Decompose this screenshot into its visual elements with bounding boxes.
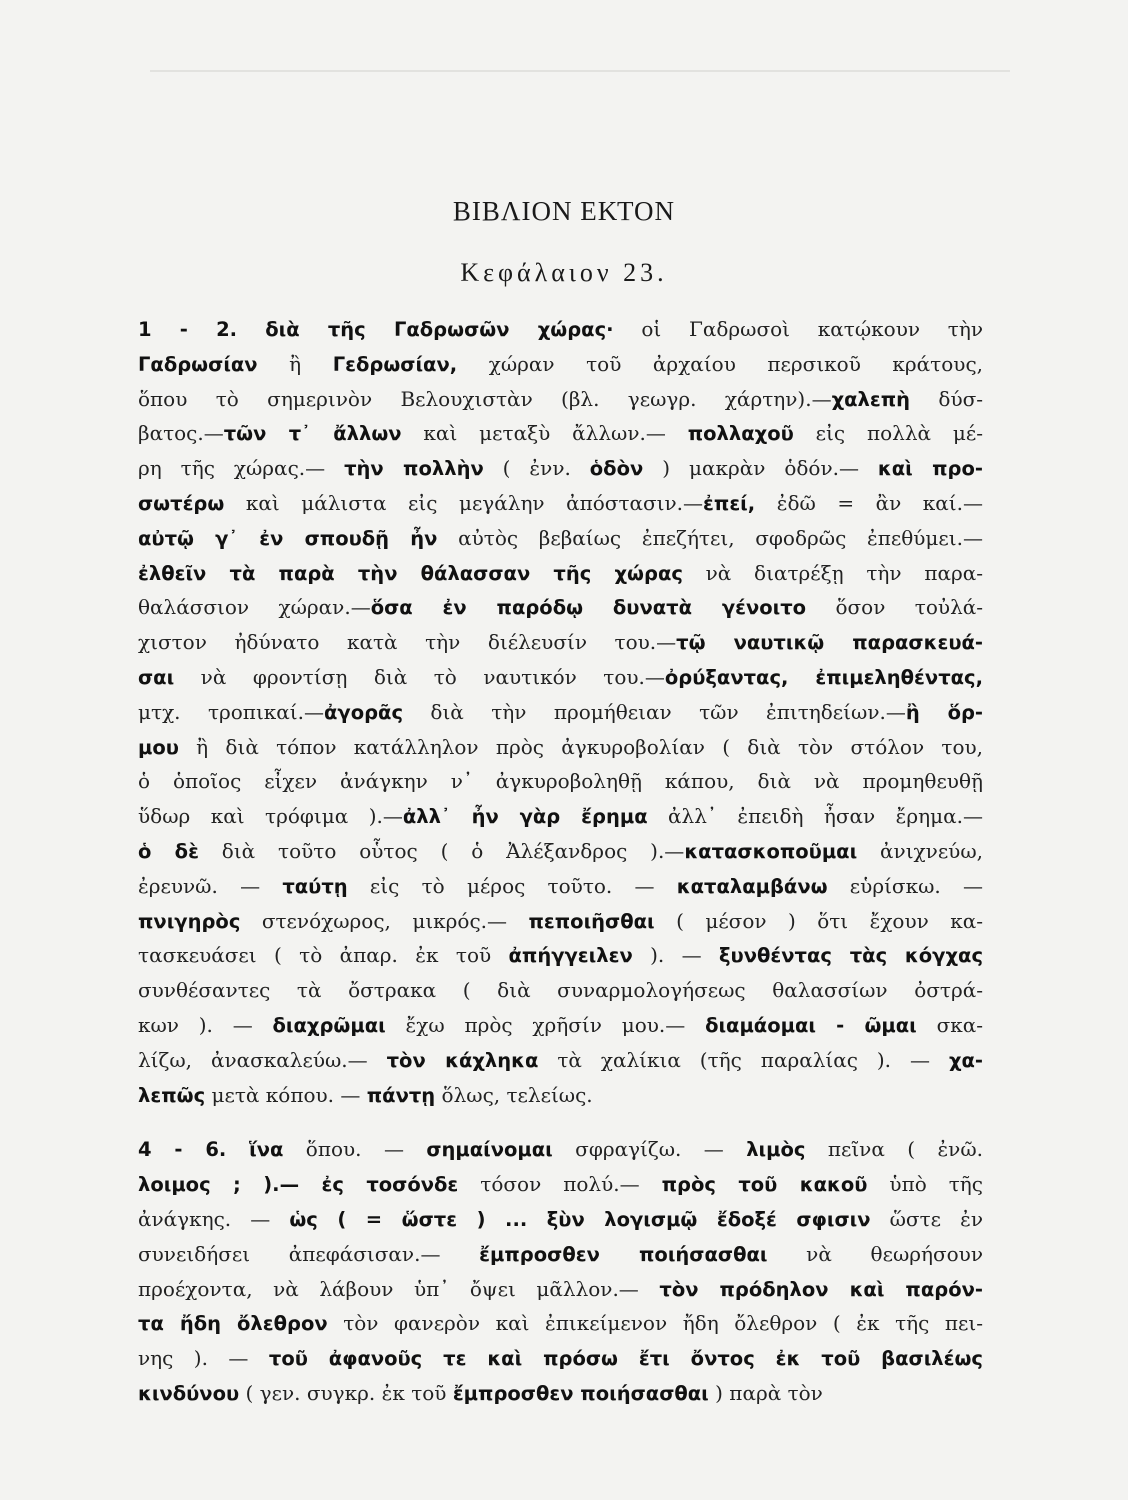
text-line xyxy=(138,1043,983,1078)
gloss-text: εἰς πολλὰ μέ- xyxy=(793,421,983,446)
gloss-text: ὥστε ἐν xyxy=(870,1206,983,1231)
chapter-title: Κεφάλαιον 23. xyxy=(460,258,668,287)
gloss-text: νὰ φροντίσῃ διὰ τὸ ναυτικόν του.— xyxy=(174,664,665,689)
lemma-term: πρὸς τοῦ κακοῦ xyxy=(661,1173,868,1197)
lemma-term: Γεδρωσίαν, xyxy=(332,352,458,376)
lemma-term: τὸν πρόδηλον καὶ παρόν- xyxy=(659,1277,983,1301)
lemma-term: σημαίνομαι xyxy=(426,1138,553,1162)
lemma-term: αὐτῷ γ᾽ ἐν σπουδῇ ἦν xyxy=(138,526,438,550)
lemma-term: τοῦ ἀφανοῦς τε καὶ πρόσω ἔτι ὄντος ἐκ τοῦ βασιλέως xyxy=(268,1347,983,1371)
gloss-text: σκα- xyxy=(916,1012,983,1037)
text-line xyxy=(138,1167,983,1202)
lemma-term: διαχρῶμαι xyxy=(272,1013,386,1037)
lemma-term: ἐλθεῖν τὰ παρὰ τὴν θάλασσαν τῆς χώρας xyxy=(138,561,683,585)
gloss-text: ἀλλ᾽ ἐπειδὴ ἦσαν ἔρημα.— xyxy=(647,804,983,829)
lemma-term: ξυνθέντας τὰς κόγχας xyxy=(719,944,983,968)
gloss-text: κων ). — xyxy=(138,1012,273,1037)
lemma-term: ὁ δὲ xyxy=(138,839,199,863)
text-line xyxy=(138,521,983,556)
gloss-text: ρη τῆς χώρας.— xyxy=(138,456,345,481)
lemma-term: σαι xyxy=(138,665,175,689)
commentary-text xyxy=(138,312,983,1411)
gloss-text: τασκευάσει ( τὸ ἀπαρ. ἐκ τοῦ xyxy=(138,943,509,968)
lemma-term: ὅσα ἐν παρόδῳ δυνατὰ γένοιτο xyxy=(370,596,807,620)
gloss-text: νὰ θεωρήσουν xyxy=(767,1241,983,1266)
gloss-text: αὐτὸς βεβαίως ἐπεζήτει, σφοδρῶς ἐπεθύμει.— xyxy=(437,525,983,550)
gloss-text: θαλάσσιον χώραν.— xyxy=(138,595,371,620)
text-line xyxy=(138,1078,983,1113)
gloss-text: ἐρευνῶ. — xyxy=(138,873,283,898)
lemma-term: Γαδρωσίαν xyxy=(138,352,258,376)
text-line xyxy=(138,590,983,625)
gloss-text: ἢ xyxy=(257,351,333,376)
gloss-text: διὰ τὴν προμήθειαν τῶν ἐπιτηδείων.— xyxy=(403,699,906,724)
text-line xyxy=(138,312,983,347)
text-line xyxy=(138,1306,983,1341)
text-line xyxy=(138,730,983,765)
gloss-text: προέχοντα, νὰ λάβουν ὑπ᾽ ὄψει μᾶλλον.— xyxy=(138,1276,660,1301)
gloss-text: στενόχωρος, μικρός.— xyxy=(240,908,529,933)
lemma-term: ταύτῃ xyxy=(282,874,348,898)
text-line xyxy=(138,556,983,591)
text-line xyxy=(138,938,983,973)
gloss-text: ). — xyxy=(632,943,720,968)
lemma-term: λεπῶς xyxy=(138,1083,206,1107)
gloss-text: τὸν φανερὸν καὶ ἐπικείμενον ἤδη ὄλεθρον ( ἐκ τῆς πει- xyxy=(327,1311,983,1336)
gloss-text: ἔχω πρὸς χρῆσίν μου.— xyxy=(385,1012,706,1037)
text-line xyxy=(138,695,983,730)
lemma-term: ὀρύξαντας, ἐπιμεληθέντας, xyxy=(664,665,983,689)
gloss-text: βατος.— xyxy=(138,421,224,446)
lemma-term: τὸν κάχληκα xyxy=(386,1048,539,1072)
gloss-text: ὅπου τὸ σημερινὸν Βελουχιστὰν (βλ. γεωγρ. χάρτην).— xyxy=(138,386,832,411)
lemma-term: τῶν τ᾽ ἄλλων xyxy=(223,422,402,446)
lemma-term: 1 - 2. διὰ τῆς Γαδρωσῶν χώρας· xyxy=(138,318,614,341)
text-line xyxy=(138,1237,983,1272)
gloss-text: ὕδωρ καὶ τρόφιμα ).— xyxy=(138,804,403,829)
gloss-text: ὅλως, τελείως. xyxy=(435,1082,593,1107)
lemma-term: μου xyxy=(138,735,179,759)
lemma-term: τῷ ναυτικῷ παρασκευά- xyxy=(676,631,983,655)
text-line xyxy=(138,625,983,660)
gloss-text: ὅσον τοὐλά- xyxy=(806,595,983,620)
gloss-text: ἀνάγκης. — xyxy=(138,1206,290,1231)
text-line xyxy=(138,382,983,417)
text-line xyxy=(138,799,983,834)
lemma-term: χα- xyxy=(948,1048,983,1072)
gloss-text: συνθέσαντες τὰ ὄστρακα ( διὰ συναρμολογήσεως θαλασσίων ὀστρά- xyxy=(138,978,983,1003)
text-line xyxy=(138,1132,983,1167)
lemma-term: καὶ προ- xyxy=(877,457,983,481)
text-line xyxy=(138,416,983,451)
text-line xyxy=(138,869,983,904)
text-line xyxy=(138,764,983,799)
lemma-term: λοιμος ; ).— ἐς τοσόνδε xyxy=(138,1173,459,1197)
gloss-text: καὶ μάλιστα εἰς μεγάλην ἀπόστασιν.— xyxy=(224,490,704,515)
gloss-text: ( γεν. συγκρ. ἐκ τοῦ xyxy=(239,1380,453,1405)
lemma-term: καταλαμβάνω xyxy=(676,874,828,898)
gloss-text: εἰς τὸ μέρος τοῦτο. — xyxy=(347,873,677,898)
text-line xyxy=(138,1376,983,1411)
lemma-term: ἔμπροσθεν ποιήσασθαι xyxy=(452,1381,709,1405)
gloss-text: δύσ- xyxy=(910,386,983,411)
text-line xyxy=(138,973,983,1008)
gloss-text: ὁ ὁποῖος εἶχεν ἀνάγκην ν᾽ ἀγκυροβοληθῇ κάπου, διὰ νὰ προμηθευθῇ xyxy=(138,769,983,794)
gloss-text: χιστον ἠδύνατο κατὰ τὴν διέλευσίν του.— xyxy=(138,630,677,655)
gloss-text: ) παρὰ τὸν xyxy=(708,1380,823,1405)
lemma-term: ὡς ( = ὥστε ) ... ξὺν λογισμῷ ἔδοξέ σφισιν xyxy=(289,1207,871,1231)
gloss-text: ἐδῶ = ἂν καί.— xyxy=(755,490,983,515)
text-line xyxy=(138,1341,983,1376)
lemma-term: σωτέρω xyxy=(138,491,225,515)
gloss-text: καὶ μεταξὺ ἄλλων.— xyxy=(401,421,688,446)
lemma-term: ἀπήγγειλεν xyxy=(508,944,633,968)
gloss-text: ( μέσον ) ὅτι ἔχουν κα- xyxy=(654,908,983,933)
lemma-term: πολλαχοῦ xyxy=(687,422,794,446)
lemma-term: πεποιῆσθαι xyxy=(528,909,655,933)
lemma-term: πάντῃ xyxy=(366,1083,436,1107)
gloss-text: λίζω, ἀνασκαλεύω.— xyxy=(138,1047,387,1072)
gloss-text: ) μακρὰν ὁδόν.— xyxy=(643,456,878,481)
lemma-term: ἐπεί, xyxy=(703,491,756,515)
gloss-text: μτχ. τροπικαί.— xyxy=(138,699,325,724)
text-line xyxy=(138,660,983,695)
text-line xyxy=(138,486,983,521)
lemma-term: διαμάομαι - ῶμαι xyxy=(705,1013,917,1037)
gloss-text: σφραγίζω. — xyxy=(552,1137,747,1162)
lemma-term: ὁδὸν xyxy=(589,457,644,481)
book-title: ΒΙΒΛΙΟΝ ΕΚΤΟΝ xyxy=(452,196,676,226)
gloss-text: χώραν τοῦ ἀρχαίου περσικοῦ κράτους, xyxy=(457,351,983,376)
gloss-text: νὰ διατρέξῃ τὴν παρα- xyxy=(682,560,983,585)
bleed-through-header xyxy=(150,70,1010,72)
text-line xyxy=(138,1272,983,1307)
gloss-text: ὅπου. — xyxy=(283,1137,427,1162)
lemma-term: τὴν πολλὴν xyxy=(344,457,484,481)
gloss-text: συνειδήσει ἀπεφάσισαν.— xyxy=(138,1241,480,1266)
lemma-term: τα ἤδη ὄλεθρον xyxy=(138,1312,328,1336)
lemma-term: κινδύνου xyxy=(138,1381,240,1405)
text-line xyxy=(138,347,983,382)
lemma-term: ἀγορᾶς xyxy=(324,700,404,724)
gloss-text: τὰ χαλίκια (τῆς παραλίας ). — xyxy=(538,1047,949,1072)
lemma-term: ἔμπροσθεν ποιήσασθαι xyxy=(479,1242,768,1266)
text-line xyxy=(138,451,983,486)
text-line xyxy=(138,904,983,939)
lemma-term: κατασκοποῦμαι xyxy=(684,839,858,863)
gloss-text: εὑρίσκω. — xyxy=(827,873,983,898)
text-line xyxy=(138,1202,983,1237)
gloss-text: τόσον πολύ.— xyxy=(458,1172,662,1197)
gloss-text: ὑπὸ τῆς xyxy=(867,1172,983,1197)
lemma-term: 4 - 6. ἵνα xyxy=(138,1138,284,1162)
lemma-term: ἢ ὅρ- xyxy=(905,700,983,724)
lemma-term: χαλεπὴ xyxy=(831,387,911,411)
gloss-text: νης ). — xyxy=(138,1346,269,1371)
gloss-text: πεῖνα ( ἐνῶ. xyxy=(805,1137,983,1162)
lemma-term: ἀλλ᾽ ἦν γὰρ ἔρημα xyxy=(402,805,648,829)
gloss-text: ἢ διὰ τόπον κατάλληλον πρὸς ἀγκυροβολίαν ( διὰ τὸν στόλον του, xyxy=(178,734,983,759)
gloss-text: οἱ Γαδρωσοὶ κατῴκουν τὴν xyxy=(613,317,983,341)
text-line xyxy=(138,1008,983,1043)
gloss-text: μετὰ κόπου. — xyxy=(205,1082,367,1107)
lemma-term: πνιγηρὸς xyxy=(138,909,241,933)
gloss-text: ἀνιχνεύω, xyxy=(857,838,983,863)
text-line xyxy=(138,834,983,869)
gloss-text: διὰ τοῦτο οὗτος ( ὁ Ἀλέξανδρος ).— xyxy=(198,838,685,863)
gloss-text: ( ἐνν. xyxy=(483,456,590,481)
lemma-term: λιμὸς xyxy=(746,1138,806,1162)
